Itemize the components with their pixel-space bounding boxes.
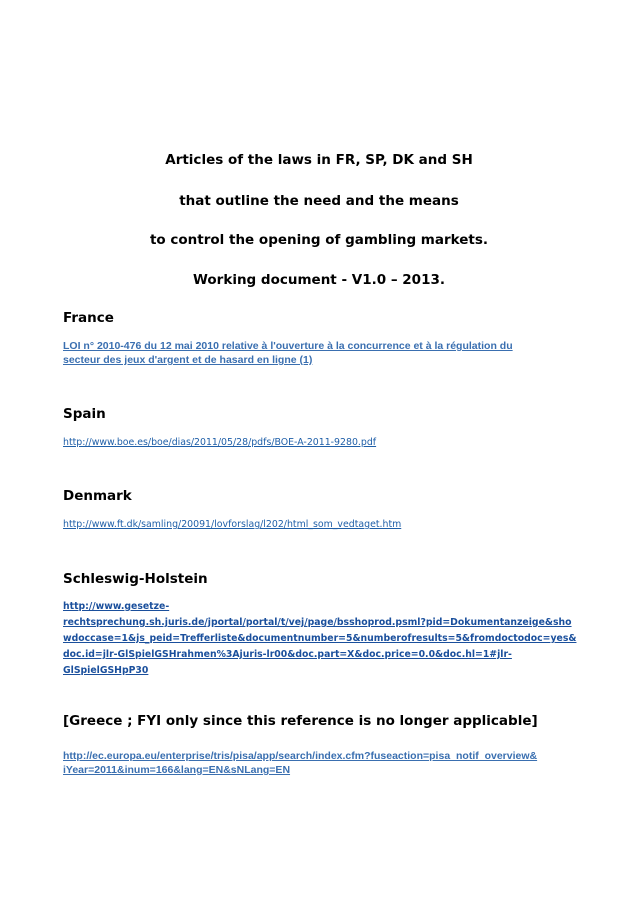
greece-link-line-2: iYear=2011&inum=166&lang=EN&sNLang=EN	[63, 764, 291, 776]
title-line-2: that outline the need and the means	[179, 193, 459, 209]
sh-link-line-1: http://www.gesetze-	[63, 601, 170, 612]
title-line-4: Working document - V1.0 – 2013.	[193, 272, 445, 288]
sh-link-line-3: wdoccase=1&js_peid=Trefferliste&documentnumber=5&numberofresults=5&fromdoctodoc=yes&	[63, 633, 577, 644]
spain-law-link[interactable]: http://www.boe.es/boe/dias/2011/05/28/pdfs/BOE-A-2011-9280.pdf	[63, 437, 377, 448]
france-link-line-1: LOI n° 2010-476 du 12 mai 2010 relative à l'ouverture à la concurrence et à la régulation du	[63, 340, 513, 352]
france-link-line-2: secteur des jeux d'argent et de hasard en ligne (1)	[63, 354, 313, 366]
schleswig-holstein-law-link[interactable]	[63, 599, 578, 679]
section-heading-france: France	[63, 310, 114, 326]
greece-link-line-1: http://ec.europa.eu/enterprise/tris/pisa/app/search/index.cfm?fuseaction=pisa_notif_overview&	[63, 750, 538, 762]
sh-link-line-4: doc.id=jlr-GlSpielGSHrahmen%3Ajuris-lr00&doc.part=X&doc.price=0.0&doc.hl=1#jlr-	[63, 649, 512, 660]
title-line-3: to control the opening of gambling markets.	[149, 232, 489, 248]
section-heading-denmark: Denmark	[63, 488, 132, 504]
greece-reference-link[interactable]	[63, 749, 573, 777]
section-heading-spain: Spain	[63, 406, 106, 422]
sh-link-line-2: rechtsprechung.sh.juris.de/jportal/portal/t/vej/page/bsshoprod.psml?pid=Dokumentanzeige&sho	[63, 617, 572, 628]
section-heading-greece: [Greece ; FYI only since this reference is no longer applicable]	[63, 713, 538, 729]
section-heading-schleswig-holstein: Schleswig-Holstein	[63, 571, 208, 587]
sh-link-line-5: GlSpielGSHpP30	[63, 665, 149, 676]
title-line-1: Articles of the laws in FR, SP, DK and SH	[165, 152, 473, 168]
france-law-link[interactable]	[63, 339, 563, 367]
denmark-law-link[interactable]: http://www.ft.dk/samling/20091/lovforslag/l202/html_som_vedtaget.htm	[63, 519, 402, 530]
